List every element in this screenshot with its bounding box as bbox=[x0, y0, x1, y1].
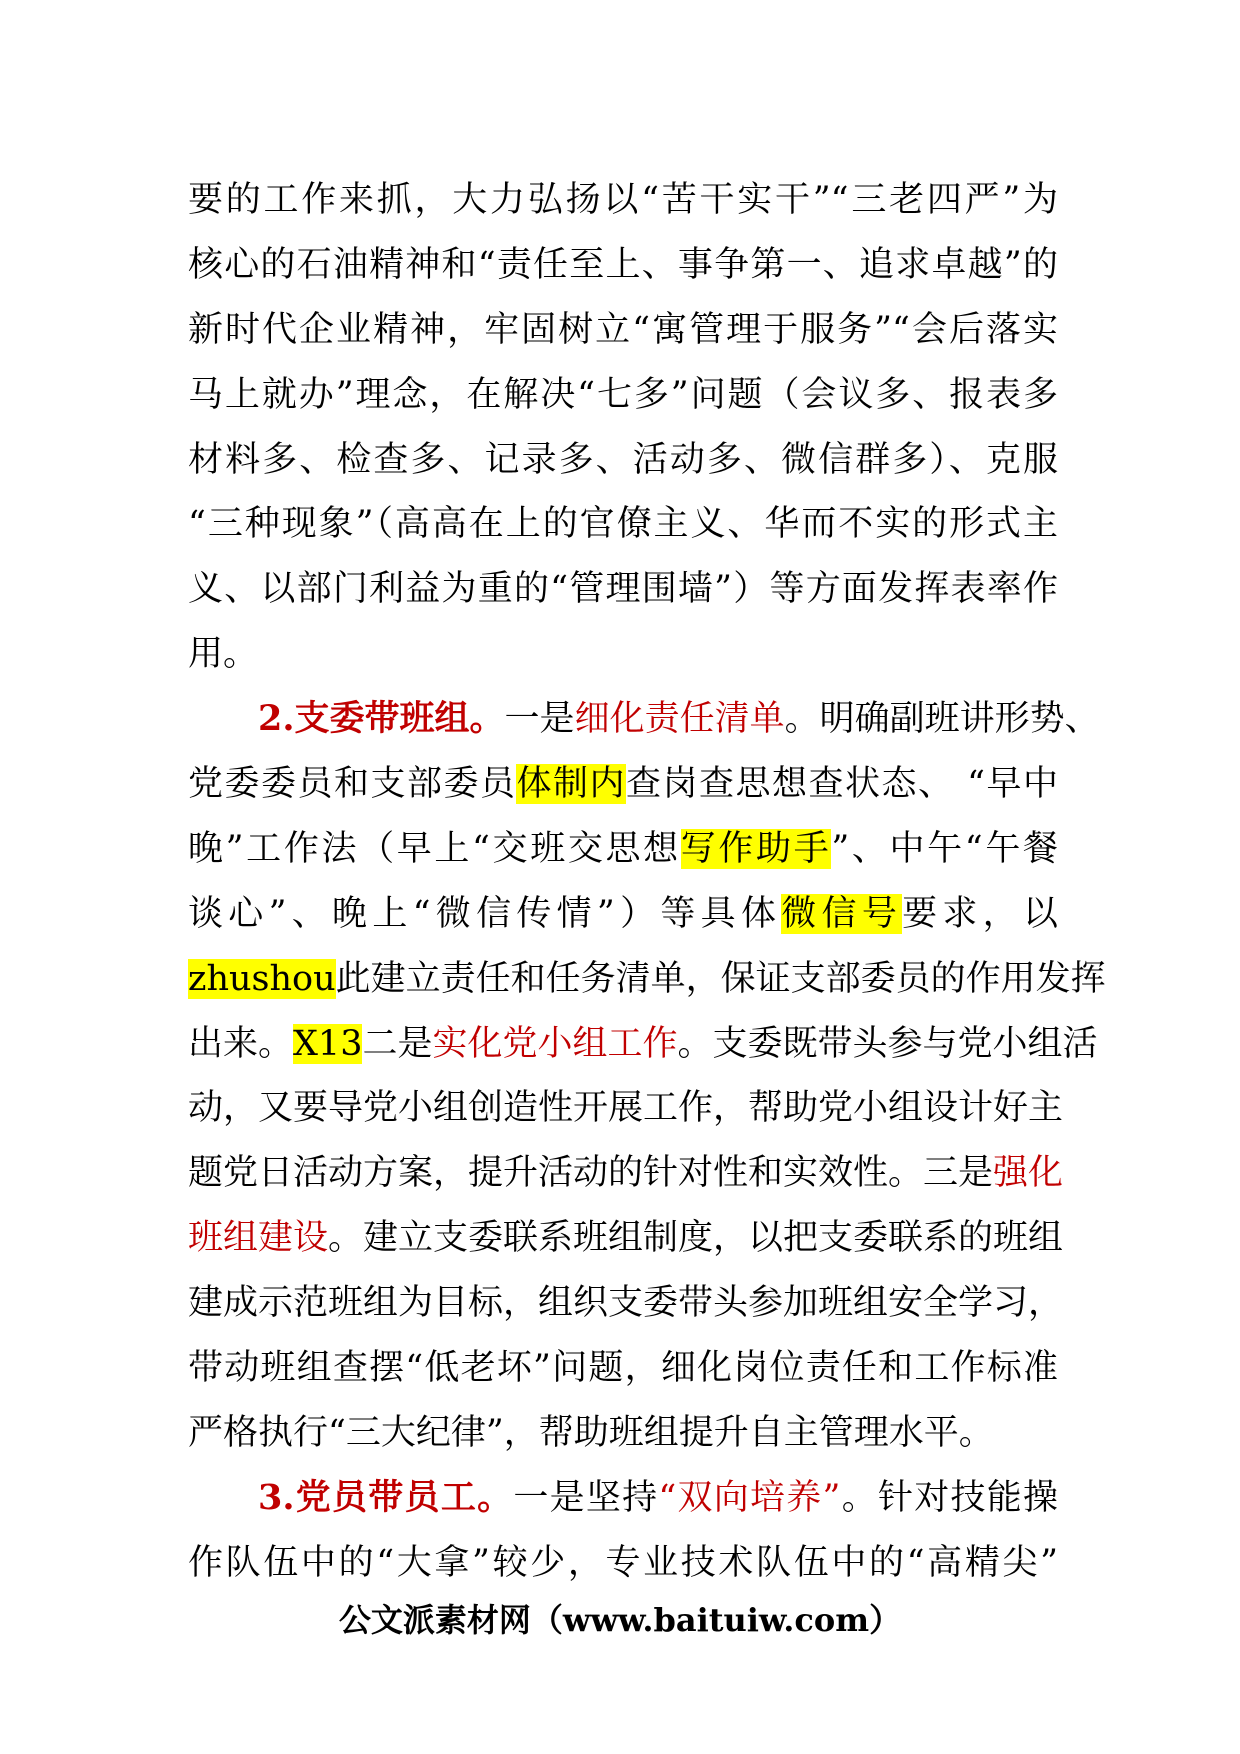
highlight-mark: 体制内 bbox=[516, 764, 626, 805]
text-run: 要求，以 bbox=[902, 893, 1058, 934]
text-run: 晚”工作法（早上“交班交思想 bbox=[188, 828, 681, 869]
text-run: 谈心”、晚上“微信传情”）等具体 bbox=[188, 893, 782, 934]
text-run: 题党日活动方案，提升活动的针对性和实效性。三是 bbox=[188, 1153, 994, 1194]
text-line: 义、以部门利益为重的“管理围墙”）等方面发挥表率作 bbox=[188, 569, 1058, 610]
text-line: 要的工作来抓，大力弘扬以“苦干实干”“三老四严”为 bbox=[188, 180, 1058, 220]
text-line: 带动班组查摆“低老坏”问题，细化岗位责任和工作标准 bbox=[188, 1348, 1058, 1389]
text-line: 建成示范班组为目标，组织支委带头参加班组安全学习， bbox=[188, 1283, 1064, 1324]
red-keyword: 班组建设 bbox=[188, 1218, 329, 1259]
section-heading: 3.党员带员工。 bbox=[258, 1476, 514, 1518]
red-keyword: 细化责任清单 bbox=[574, 699, 785, 740]
document-body bbox=[188, 168, 1106, 1596]
text-run: ”、中午“午餐 bbox=[831, 828, 1058, 869]
text-line bbox=[188, 1012, 1098, 1077]
highlight-mark: zhushou bbox=[188, 958, 336, 999]
text-line bbox=[188, 1206, 1064, 1271]
text-line: 材料多、检查多、记录多、活动多、微信群多）、克服 bbox=[188, 439, 1058, 480]
text-run: 。针对技能操 bbox=[840, 1477, 1058, 1518]
text-line: 用。 bbox=[188, 634, 259, 675]
red-keyword: 强化 bbox=[993, 1153, 1064, 1194]
text-run: 二是 bbox=[362, 1023, 433, 1064]
text-run: 。明确副班讲形势、 bbox=[784, 699, 1100, 740]
highlight-mark: 写作助手 bbox=[680, 828, 832, 869]
section-3-first-line bbox=[188, 1466, 1058, 1531]
section-2-first-line bbox=[188, 687, 1100, 752]
text-line: 核心的石油精神和“责任至上、事争第一、追求卓越”的 bbox=[188, 244, 1058, 285]
footer-watermark: 公文派素材网（www.baituiw.com） bbox=[338, 1601, 902, 1639]
text-line bbox=[188, 882, 1058, 947]
text-line: 马上就办”理念，在解决“七多”问题（会议多、报表多 bbox=[188, 374, 1058, 415]
text-line: 新时代企业精神，牢固树立“寓管理于服务”“会后落实 bbox=[188, 309, 1058, 350]
text-line: 动，又要导党小组创造性开展工作，帮助党小组设计好主 bbox=[188, 1088, 1064, 1129]
text-line: 作队伍中的“大拿”较少，专业技术队伍中的“高精尖” bbox=[188, 1542, 1058, 1583]
text-line: 严格执行“三大纪律”，帮助班组提升自主管理水平。 bbox=[188, 1412, 994, 1453]
text-line bbox=[188, 1141, 1064, 1206]
text-run: 查岗查思想查状态、 “早中 bbox=[625, 764, 1058, 805]
text-line bbox=[188, 752, 1058, 817]
text-run: 一是坚持 bbox=[513, 1477, 659, 1518]
red-keyword: 实化党小组工作 bbox=[432, 1023, 678, 1064]
text-run: 此建立责任和任务清单，保证支部委员的作用发挥 bbox=[335, 958, 1106, 999]
text-run: 。支委既带头参与党小组活 bbox=[677, 1023, 1098, 1064]
highlight-mark: X13 bbox=[293, 1023, 363, 1064]
text-line bbox=[188, 947, 1106, 1012]
text-line: “三种现象”（高高在上的官僚主义、华而不实的形式主 bbox=[188, 504, 1058, 545]
text-run: 出来。 bbox=[188, 1023, 294, 1064]
red-keyword: “双向培养” bbox=[658, 1477, 841, 1518]
text-run: 一是 bbox=[504, 699, 575, 740]
text-line bbox=[188, 817, 1058, 882]
highlight-mark: 微信号 bbox=[781, 893, 903, 934]
text-run: 。建立支委联系班组制度，以把支委联系的班组 bbox=[328, 1218, 1064, 1259]
text-run: 党委委员和支部委员 bbox=[188, 764, 517, 805]
section-heading: 2.支委带班组。 bbox=[258, 698, 505, 740]
